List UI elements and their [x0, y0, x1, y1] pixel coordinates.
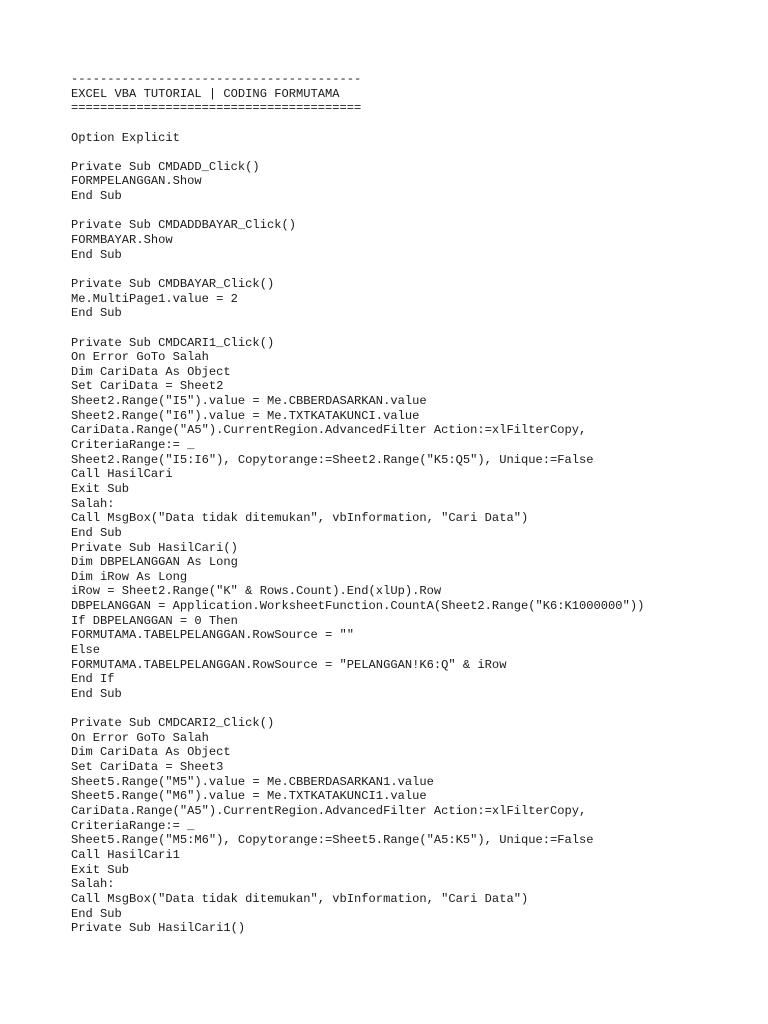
code-line: Call HasilCari1 [71, 847, 180, 862]
code-line: End Sub [71, 306, 122, 321]
code-line: End Sub [71, 686, 122, 701]
code-line: Private Sub CMDCARI1_Click() [71, 335, 275, 350]
code-line: ---------------------------------------- [71, 72, 362, 86]
code-line: End Sub [71, 906, 122, 921]
code-listing [71, 72, 644, 936]
code-line: Set CariData = Sheet2 [71, 379, 224, 394]
code-line: If DBPELANGGAN = 0 Then [71, 613, 238, 628]
code-line: DBPELANGGAN = Application.WorksheetFunction.CountA(Sheet2.Range("K6:K1000000")) [71, 599, 645, 614]
code-line: Sheet5.Range("M6").value = Me.TXTKATAKUNCI1.value [71, 789, 427, 804]
code-line: End Sub [71, 189, 122, 204]
code-line: Sheet5.Range("M5").value = Me.CBBERDASARKAN1.value [71, 774, 434, 789]
code-line: Dim CariData As Object [71, 364, 231, 379]
code-line: CriteriaRange:= _ [71, 438, 195, 453]
code-line: On Error GoTo Salah [71, 350, 209, 365]
code-line: On Error GoTo Salah [71, 730, 209, 745]
code-line: CariData.Range("A5").CurrentRegion.AdvancedFilter Action:=xlFilterCopy, [71, 423, 587, 438]
code-line: Set CariData = Sheet3 [71, 760, 224, 775]
code-line: Option Explicit [71, 130, 180, 145]
code-line: Call HasilCari [71, 467, 173, 482]
code-line: Sheet5.Range("M5:M6"), Copytorange:=Sheet5.Range("A5:K5"), Unique:=False [71, 833, 594, 848]
code-line: Sheet2.Range("I5:I6"), Copytorange:=Sheet2.Range("K5:Q5"), Unique:=False [71, 452, 594, 467]
code-line: Exit Sub [71, 862, 130, 877]
code-line: Private Sub HasilCari() [71, 540, 238, 555]
code-line: Private Sub CMDCARI2_Click() [71, 716, 275, 731]
code-line [71, 204, 644, 219]
code-line: EXCEL VBA TUTORIAL | CODING FORMUTAMA [71, 86, 340, 101]
code-line: End Sub [71, 525, 122, 540]
code-line: Call MsgBox("Data tidak ditemukan", vbInformation, "Cari Data") [71, 511, 529, 526]
code-line: CriteriaRange:= _ [71, 818, 195, 833]
code-line: Sheet2.Range("I6").value = Me.TXTKATAKUNCI.value [71, 408, 420, 423]
code-line [71, 116, 644, 131]
code-line: Private Sub CMDBAYAR_Click() [71, 276, 275, 291]
code-line: Salah: [71, 877, 115, 892]
code-line: FORMPELANGGAN.Show [71, 174, 202, 189]
code-line: End If [71, 672, 115, 687]
code-line: Call MsgBox("Data tidak ditemukan", vbInformation, "Cari Data") [71, 891, 529, 906]
code-line: Sheet2.Range("I5").value = Me.CBBERDASARKAN.value [71, 394, 427, 409]
code-line [71, 321, 644, 336]
code-line: Dim CariData As Object [71, 745, 231, 760]
code-line: Dim DBPELANGGAN As Long [71, 555, 238, 570]
code-line [71, 702, 644, 717]
code-line: FORMBAYAR.Show [71, 233, 173, 248]
code-line: Exit Sub [71, 481, 130, 496]
code-line: iRow = Sheet2.Range("K" & Rows.Count).End(xlUp).Row [71, 584, 442, 599]
code-line: ======================================== [71, 101, 362, 116]
code-line [71, 262, 644, 277]
code-line: Me.MultiPage1.value = 2 [71, 291, 238, 306]
code-line: Dim iRow As Long [71, 569, 188, 584]
code-line: Salah: [71, 496, 115, 511]
code-line: CariData.Range("A5").CurrentRegion.AdvancedFilter Action:=xlFilterCopy, [71, 804, 587, 819]
code-line [71, 145, 644, 160]
code-line: Else [71, 642, 101, 657]
code-line: Private Sub HasilCari1() [71, 921, 246, 936]
code-line: Private Sub CMDADDBAYAR_Click() [71, 218, 296, 233]
code-line: FORMUTAMA.TABELPELANGGAN.RowSource = "" [71, 628, 355, 643]
code-line: Private Sub CMDADD_Click() [71, 159, 260, 174]
code-line: End Sub [71, 247, 122, 262]
code-line: FORMUTAMA.TABELPELANGGAN.RowSource = "PELANGGAN!K6:Q" & iRow [71, 657, 507, 672]
